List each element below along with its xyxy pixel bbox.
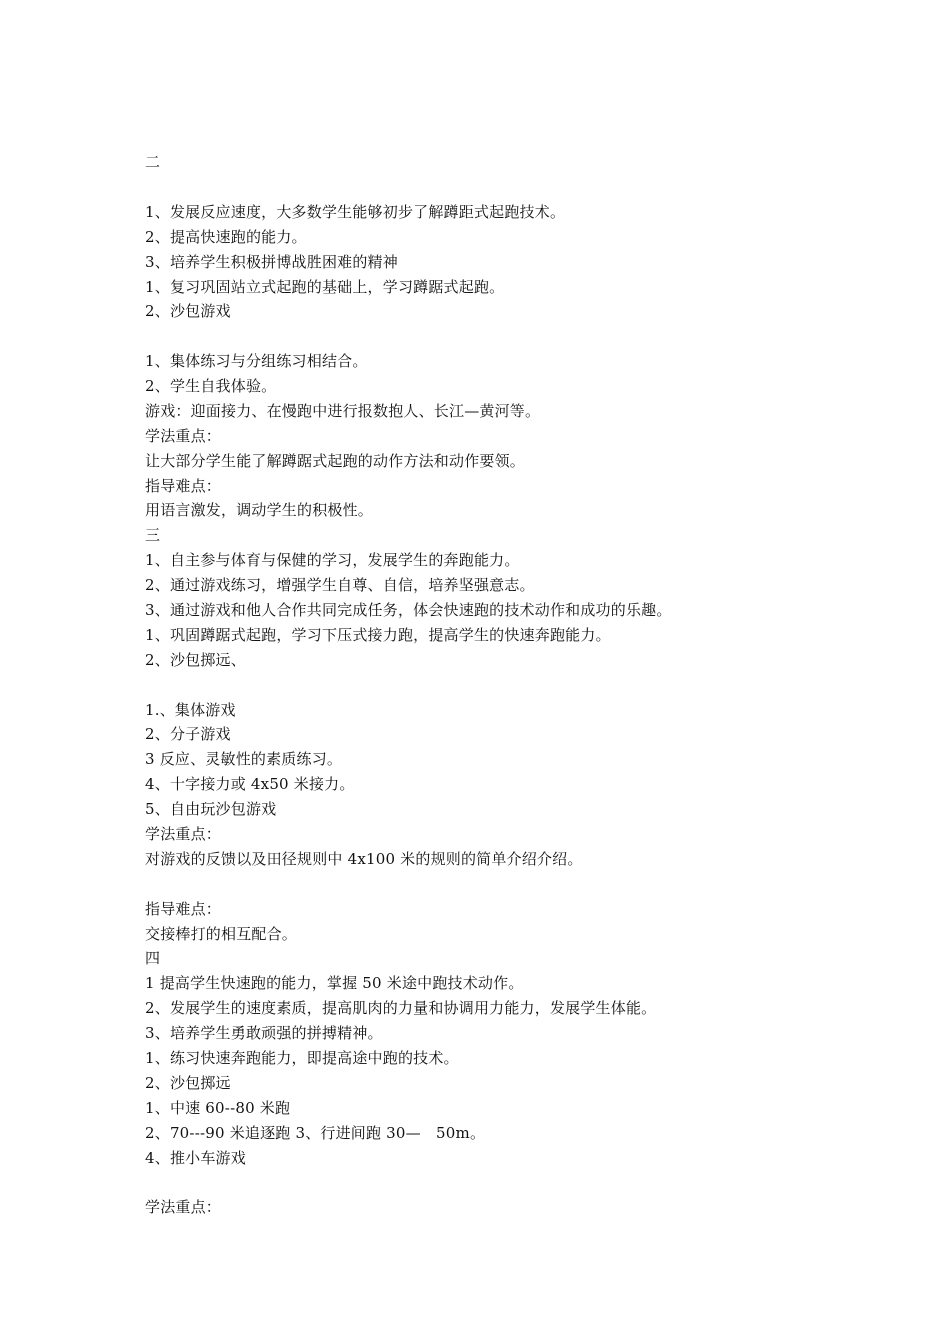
guidance-difficulty-label: 指导难点： [145, 900, 222, 918]
text-line: 用语言激发，调动学生的积极性。 [145, 501, 374, 519]
text-line: 2、沙包掷远、 [145, 651, 246, 669]
text-line: 让大部分学生能了解蹲踞式起跑的动作方法和动作要领。 [145, 452, 526, 470]
text-line: 2、提高快速跑的能力。 [145, 228, 307, 246]
guidance-difficulty-label: 指导难点： [145, 477, 222, 495]
text-line: 1、练习快速奔跑能力，即提高途中跑的技术。 [145, 1049, 459, 1067]
text-line: 1、复习巩固站立式起跑的基础上，学习蹲踞式起跑。 [145, 278, 505, 296]
text-line: 2、沙包游戏 [145, 302, 231, 320]
text-line: 2、分子游戏 [145, 725, 231, 743]
text-line: 对游戏的反馈以及田径规则中 4x100 米的规则的简单介绍介绍。 [145, 850, 583, 868]
text-line: 2、通过游戏练习，增强学生自尊、自信，培养坚强意志。 [145, 576, 535, 594]
text-line: 3 反应、灵敏性的素质练习。 [145, 750, 343, 768]
section-heading-3: 三 [145, 526, 161, 544]
text-line: 1.、集体游戏 [145, 701, 236, 719]
text-line: 3、培养学生积极拼博战胜困难的精神 [145, 253, 398, 271]
text-line: 交接棒打的相互配合。 [145, 925, 298, 943]
text-line: 1 提高学生快速跑的能力，掌握 50 米途中跑技术动作。 [145, 974, 524, 992]
text-line: 游戏：迎面接力、在慢跑中进行报数抱人、长江—黄河等。 [145, 402, 541, 420]
text-line: 2、沙包掷远 [145, 1074, 231, 1092]
text-line: 1、集体练习与分组练习相结合。 [145, 352, 368, 370]
text-line: 2、发展学生的速度素质，提高肌肉的力量和协调用力能力，发展学生体能。 [145, 999, 657, 1017]
study-focus-label: 学法重点： [145, 427, 222, 445]
text-line: 2、学生自我体验。 [145, 377, 277, 395]
text-line: 5、自由玩沙包游戏 [145, 800, 277, 818]
text-line: 3、通过游戏和他人合作共同完成任务，体会快速跑的技术动作和成功的乐趣。 [145, 601, 672, 619]
text-line: 2、70---90 米追逐跑 3、行进间跑 30— 50m。 [145, 1124, 486, 1142]
section-heading-4: 四 [145, 949, 161, 967]
study-focus-label: 学法重点： [145, 825, 222, 843]
text-line: 3、培养学生勇敢顽强的拼搏精神。 [145, 1024, 383, 1042]
text-line: 4、推小车游戏 [145, 1149, 246, 1167]
section-heading-2: 二 [145, 153, 161, 171]
text-line: 1、发展反应速度，大多数学生能够初步了解蹲距式起跑技术。 [145, 203, 566, 221]
study-focus-label: 学法重点： [145, 1198, 222, 1216]
text-line: 1、巩固蹲踞式起跑，学习下压式接力跑，提高学生的快速奔跑能力。 [145, 626, 611, 644]
text-line: 1、中速 60--80 米跑 [145, 1099, 291, 1117]
text-line: 4、十字接力或 4x50 米接力。 [145, 775, 355, 793]
text-line: 1、自主参与体育与保健的学习，发展学生的奔跑能力。 [145, 551, 520, 569]
